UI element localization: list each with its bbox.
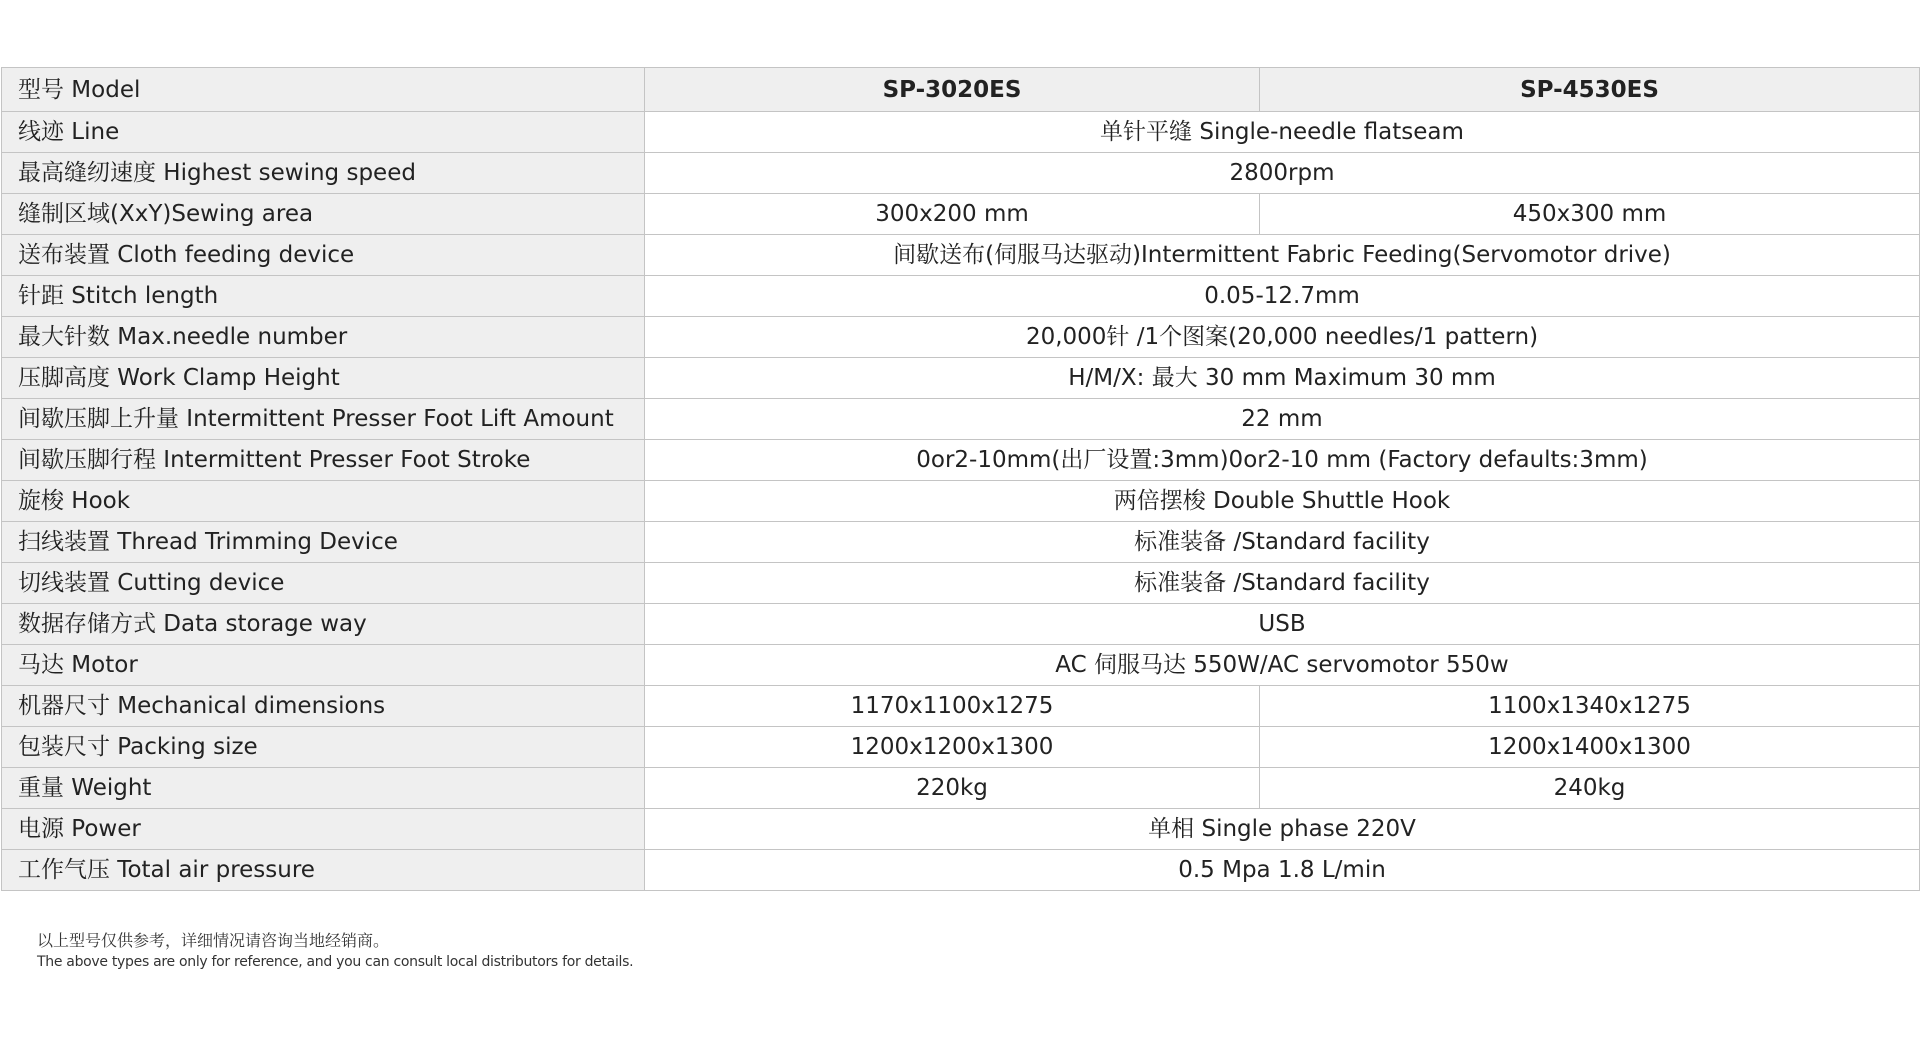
row-label: 最高缝纫速度 Highest sewing speed <box>2 153 645 194</box>
model-sp-3020es: SP-3020ES <box>645 68 1260 112</box>
spec-table <box>1 67 1920 891</box>
row-label: 间歇压脚上升量 Intermittent Presser Foot Lift Amount <box>2 399 645 440</box>
row-label: 工作气压 Total air pressure <box>2 850 645 891</box>
row-label: 数据存储方式 Data storage way <box>2 604 645 645</box>
row-label: 最大针数 Max.needle number <box>2 317 645 358</box>
row-label: 送布装置 Cloth feeding device <box>2 235 645 276</box>
row-label: 马达 Motor <box>2 645 645 686</box>
footnote-en: The above types are only for reference, and you can consult local distributors for details. <box>37 954 634 970</box>
table-row <box>2 768 1920 809</box>
table-row <box>2 809 1920 850</box>
table-row <box>2 358 1920 399</box>
table-row <box>2 112 1920 153</box>
spec-table-body <box>2 68 1920 891</box>
table-row <box>2 686 1920 727</box>
row-value: H/M/X: 最大 30 mm Maximum 30 mm <box>645 358 1920 399</box>
row-value: 单针平缝 Single-needle flatseam <box>645 112 1920 153</box>
row-label: 包装尺寸 Packing size <box>2 727 645 768</box>
table-row <box>2 440 1920 481</box>
header-label: 型号 Model <box>2 68 645 112</box>
footnote-cn: 以上型号仅供参考，详细情况请咨询当地经销商。 <box>37 931 390 950</box>
row-value: 300x200 mm <box>645 194 1260 235</box>
model-sp-4530es: SP-4530ES <box>1260 68 1920 112</box>
table-row <box>2 153 1920 194</box>
row-label: 间歇压脚行程 Intermittent Presser Foot Stroke <box>2 440 645 481</box>
row-label: 切线装置 Cutting device <box>2 563 645 604</box>
row-label: 针距 Stitch length <box>2 276 645 317</box>
table-row <box>2 563 1920 604</box>
row-label: 压脚高度 Work Clamp Height <box>2 358 645 399</box>
table-row <box>2 850 1920 891</box>
table-header-row <box>2 68 1920 112</box>
row-label: 线迹 Line <box>2 112 645 153</box>
row-value: 0.05-12.7mm <box>645 276 1920 317</box>
table-row <box>2 317 1920 358</box>
row-value: 240kg <box>1260 768 1920 809</box>
row-label: 扫线装置 Thread Trimming Device <box>2 522 645 563</box>
row-value: 标准装备 /Standard facility <box>645 522 1920 563</box>
table-row <box>2 604 1920 645</box>
row-label: 电源 Power <box>2 809 645 850</box>
row-label: 机器尺寸 Mechanical dimensions <box>2 686 645 727</box>
row-value: 1200x1200x1300 <box>645 727 1260 768</box>
row-label: 缝制区域(XxY)Sewing area <box>2 194 645 235</box>
row-value: 0.5 Mpa 1.8 L/min <box>645 850 1920 891</box>
table-row <box>2 194 1920 235</box>
row-value: 1170x1100x1275 <box>645 686 1260 727</box>
row-value: 单相 Single phase 220V <box>645 809 1920 850</box>
row-value: 20,000针 /1个图案(20,000 needles/1 pattern) <box>645 317 1920 358</box>
table-row <box>2 276 1920 317</box>
row-value: 2800rpm <box>645 153 1920 194</box>
row-value: 450x300 mm <box>1260 194 1920 235</box>
row-value: 1200x1400x1300 <box>1260 727 1920 768</box>
row-value: 22 mm <box>645 399 1920 440</box>
row-value: 两倍摆梭 Double Shuttle Hook <box>645 481 1920 522</box>
footnote <box>37 930 633 972</box>
table-row <box>2 522 1920 563</box>
row-value: 0or2-10mm(出厂设置:3mm)0or2-10 mm (Factory defaults:3mm) <box>645 440 1920 481</box>
row-value: 220kg <box>645 768 1260 809</box>
row-value: USB <box>645 604 1920 645</box>
row-value: 1100x1340x1275 <box>1260 686 1920 727</box>
table-row <box>2 481 1920 522</box>
row-value: 间歇送布(伺服马达驱动)Intermittent Fabric Feeding(Servomotor drive) <box>645 235 1920 276</box>
table-row <box>2 727 1920 768</box>
row-value: AC 伺服马达 550W/AC servomotor 550w <box>645 645 1920 686</box>
table-row <box>2 645 1920 686</box>
row-value: 标准装备 /Standard facility <box>645 563 1920 604</box>
table-row <box>2 235 1920 276</box>
table-row <box>2 399 1920 440</box>
row-label: 重量 Weight <box>2 768 645 809</box>
row-label: 旋梭 Hook <box>2 481 645 522</box>
